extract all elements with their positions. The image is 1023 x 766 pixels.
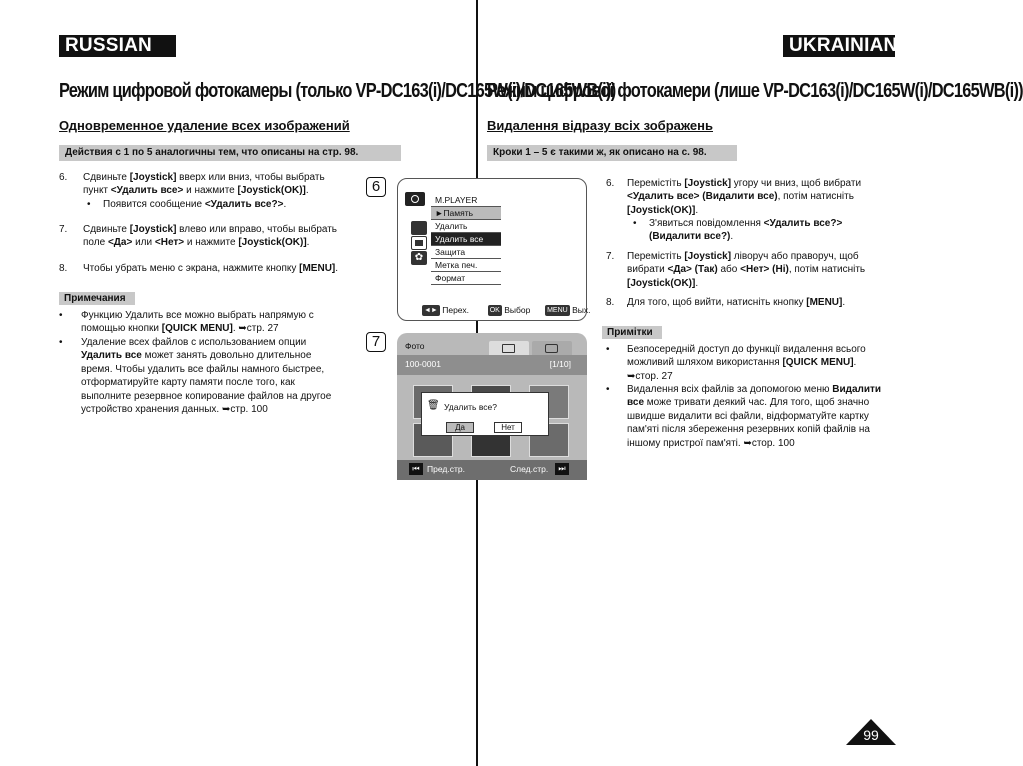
step-keyword: [Joystick(OK)] xyxy=(238,237,307,249)
russian-note-2 xyxy=(59,336,359,418)
note-text: выполните резервное копирование файлов на другое xyxy=(81,390,332,402)
ukrainian-step-8 xyxy=(606,296,896,310)
ukrainian-step-6-sub xyxy=(606,217,896,245)
note-text: устройство хранения данных. ➥стр. 100 xyxy=(81,404,268,416)
step-text: . xyxy=(306,237,310,249)
menu-key-icon: MENU xyxy=(547,307,568,315)
step-text: Чтобы убрать меню с экрана, нажмите кнопку xyxy=(83,263,300,274)
step-text: , потім натисніть xyxy=(777,191,854,203)
bullet: • xyxy=(606,384,610,395)
step-keyword: <Да> (Так) xyxy=(667,264,718,276)
ukrainian-note-2 xyxy=(606,383,896,453)
footer-select-label: Выбор xyxy=(504,305,531,315)
settings-icon: ✿ xyxy=(411,251,427,265)
note-text: Безпосередній доступ до функції видалення всього xyxy=(627,344,866,355)
step-keyword: [Joystick] xyxy=(684,178,732,189)
note-keyword: Удалить все xyxy=(81,350,142,362)
russian-step-6 xyxy=(59,171,359,211)
step-text: . xyxy=(842,297,846,308)
step-text: влево или вправо, чтобы выбрать xyxy=(176,224,338,235)
bullet: • xyxy=(59,310,63,321)
step-text: вверх или вниз, чтобы выбрать xyxy=(176,172,325,183)
note-text: Удаление всех файлов с использованием опции xyxy=(81,337,307,348)
russian-note-1 xyxy=(59,309,359,337)
note-text: отформатируйте карту памяти после того, как xyxy=(81,377,295,389)
step-keyword: [MENU] xyxy=(299,263,336,274)
tab-video[interactable] xyxy=(532,341,572,355)
note-text: . ➥стр. 27 xyxy=(232,323,279,335)
footer-move-label: Перех. xyxy=(442,305,469,315)
step-keyword: [Joystick] xyxy=(684,251,732,262)
ukrainian-badge: UKRAINIAN xyxy=(783,35,895,57)
info-bar xyxy=(397,355,587,375)
step-text: Сдвиньте xyxy=(83,224,130,235)
ukrainian-step-6 xyxy=(606,177,896,219)
next-page-label[interactable]: След.стр. xyxy=(510,464,549,474)
step-text: З'явиться повідомлення xyxy=(649,218,764,229)
step-text: и нажмите xyxy=(184,237,239,249)
page-number-badge xyxy=(846,719,896,745)
step-keyword: <Удалить все> xyxy=(110,185,184,197)
note-text: Функцию Удалить все можно выбрать напрямую с xyxy=(81,310,314,321)
step-keyword: (Видалити все?) xyxy=(649,231,731,243)
step-number: 8. xyxy=(59,263,68,274)
note-text: швидше видалити всі файли, відформатуйте картку xyxy=(627,410,869,422)
step-number: 7. xyxy=(59,224,68,235)
step-text: . xyxy=(730,231,734,243)
note-text: пам'яті після збереження резервних копій файлів на xyxy=(627,424,870,436)
yes-button[interactable]: Да xyxy=(446,422,474,433)
russian-badge: RUSSIAN xyxy=(59,35,176,57)
delete-all-dialog xyxy=(421,392,549,436)
step-text: Появится сообщение xyxy=(103,198,205,210)
tv-icon xyxy=(411,236,427,250)
menu-footer xyxy=(422,303,590,317)
note-text: може тривати деякий час. Для того, щоб значно xyxy=(644,397,870,409)
step-text: ліворуч або праворуч, щоб xyxy=(731,251,859,262)
note-text: помощью кнопки xyxy=(81,323,162,335)
step-text: Для того, щоб вийти, натисніть кнопку xyxy=(627,297,807,308)
ok-key-icon: OK xyxy=(489,307,500,315)
no-button[interactable]: Нет xyxy=(494,422,522,433)
note-text: может занять довольно длительное xyxy=(141,350,312,362)
note-text: іншому пристрої пам'яті. ➥стор. 100 xyxy=(627,437,795,449)
russian-step-7 xyxy=(59,223,359,251)
prev-page-icon[interactable]: ⏮ xyxy=(409,463,423,475)
menu-title: M.PLAYER xyxy=(431,194,501,207)
step-badge-6: 6 xyxy=(366,177,386,197)
bullet: • xyxy=(59,337,63,348)
step-text: Перемістіть xyxy=(627,251,685,262)
step-keyword: [MENU] xyxy=(806,297,843,308)
menu-item-memory[interactable]: ►Память xyxy=(431,207,501,220)
ukrainian-steps-note-bar: Кроки 1 – 5 є такими ж, як описано на с. 98. xyxy=(487,145,737,161)
note-keyword: [QUICK MENU] xyxy=(782,357,854,369)
menu-item-delete-all[interactable]: Удалить все xyxy=(431,233,501,246)
footer-exit-label: Вых. xyxy=(572,305,591,315)
step-text: або xyxy=(717,264,741,276)
step-number: 6. xyxy=(606,178,615,189)
step-text: Перемістіть xyxy=(627,178,685,189)
note-keyword: [QUICK MENU] xyxy=(161,323,233,335)
tab-label: Фото xyxy=(405,341,425,351)
step-number: 7. xyxy=(606,251,615,262)
trash-icon: 🗑 xyxy=(427,400,440,411)
step-keyword: <Удалить все> (Видалити все) xyxy=(627,191,778,203)
step-number: 8. xyxy=(606,297,615,308)
note-text: время. Чтобы удалить все файлы намного быстрее, xyxy=(81,363,325,375)
menu-item-protect[interactable]: Защита xyxy=(431,246,501,259)
step-text: или xyxy=(132,237,155,249)
russian-section-title: Одновременное удаление всех изображений xyxy=(59,118,350,133)
russian-page-heading: Режим цифровой фотокамеры (только VP-DC163(i)/DC165W(i)/DC165WB(i)) xyxy=(59,80,616,102)
step-keyword: <Удалить все?> xyxy=(204,198,284,210)
step-keyword: <Да> xyxy=(107,237,133,249)
tab-photo[interactable] xyxy=(489,341,529,355)
joystick-move-icon: ◄► xyxy=(424,307,438,315)
ukrainian-section-title: Видалення відразу всіх зображень xyxy=(487,118,713,133)
russian-steps-note-bar: Действия с 1 по 5 аналогичны тем, что описаны на стр. 98. xyxy=(59,145,401,161)
menu-item-delete[interactable]: Удалить xyxy=(431,220,501,233)
record-icon xyxy=(411,221,427,235)
page-number: 99 xyxy=(863,727,879,743)
step-keyword: [Joystick(OK)] xyxy=(237,185,306,197)
step-badge-7: 7 xyxy=(366,332,386,352)
playback-screen xyxy=(397,333,587,480)
step-text: вибрати xyxy=(627,264,668,276)
step-text: . xyxy=(695,277,699,289)
note-text: можливий шляхом використання xyxy=(627,357,783,369)
ukrainian-note-1 xyxy=(606,343,896,385)
note-text: Видалення всіх файлів за допомогою меню xyxy=(627,384,833,395)
note-keyword: Видалити xyxy=(832,384,882,395)
step-text: . xyxy=(335,263,339,274)
ukrainian-page-heading: Режим цифрової фотокамери (лише VP-DC163(i)/DC165W(i)/DC165WB(i)) xyxy=(487,80,1023,102)
step-text: Сдвиньте xyxy=(83,172,130,183)
prev-page-label[interactable]: Пред.стр. xyxy=(427,464,465,474)
menu-screen xyxy=(397,178,591,321)
step-text: пункт xyxy=(83,185,111,197)
step-text: . xyxy=(305,185,309,197)
ukrainian-notes-label: Примітки xyxy=(602,326,662,339)
note-keyword: все xyxy=(627,397,645,409)
step-keyword: <Нет> xyxy=(154,237,185,249)
camera-mode-icon xyxy=(405,192,425,206)
step-number: 6. xyxy=(59,172,68,183)
step-keyword: <Удалить все?> xyxy=(763,218,843,229)
step-keyword: <Нет> (Ні) xyxy=(740,264,789,276)
step-keyword: [Joystick] xyxy=(129,224,177,235)
playback-footer xyxy=(397,460,587,480)
step-text: поле xyxy=(83,237,108,249)
bullet: • xyxy=(606,344,610,355)
menu-item-format[interactable]: Формат xyxy=(431,272,501,285)
step-text: . xyxy=(283,198,287,210)
step-keyword: [Joystick] xyxy=(129,172,177,183)
menu-item-print-mark[interactable]: Метка печ. xyxy=(431,259,501,272)
dialog-message: Удалить все? xyxy=(444,402,497,412)
russian-step-8 xyxy=(59,262,359,276)
step-text: угору чи вниз, щоб вибрати xyxy=(731,178,862,189)
file-number: 100-0001 xyxy=(405,359,441,369)
step-keyword: [Joystick(OK)] xyxy=(627,204,696,216)
step-keyword: [Joystick(OK)] xyxy=(627,277,696,289)
note-text: . xyxy=(853,357,857,369)
step-text: . xyxy=(695,204,699,216)
step-text: , потім натисніть xyxy=(788,264,866,276)
note-text: ➥стор. 27 xyxy=(627,370,673,382)
next-page-icon[interactable]: ⏭ xyxy=(555,463,569,475)
step-text: и нажмите xyxy=(183,185,238,197)
russian-notes-label: Примечания xyxy=(59,292,135,305)
file-counter: [1/10] xyxy=(549,359,571,369)
menu-list xyxy=(431,194,504,294)
ukrainian-step-7 xyxy=(606,250,896,292)
